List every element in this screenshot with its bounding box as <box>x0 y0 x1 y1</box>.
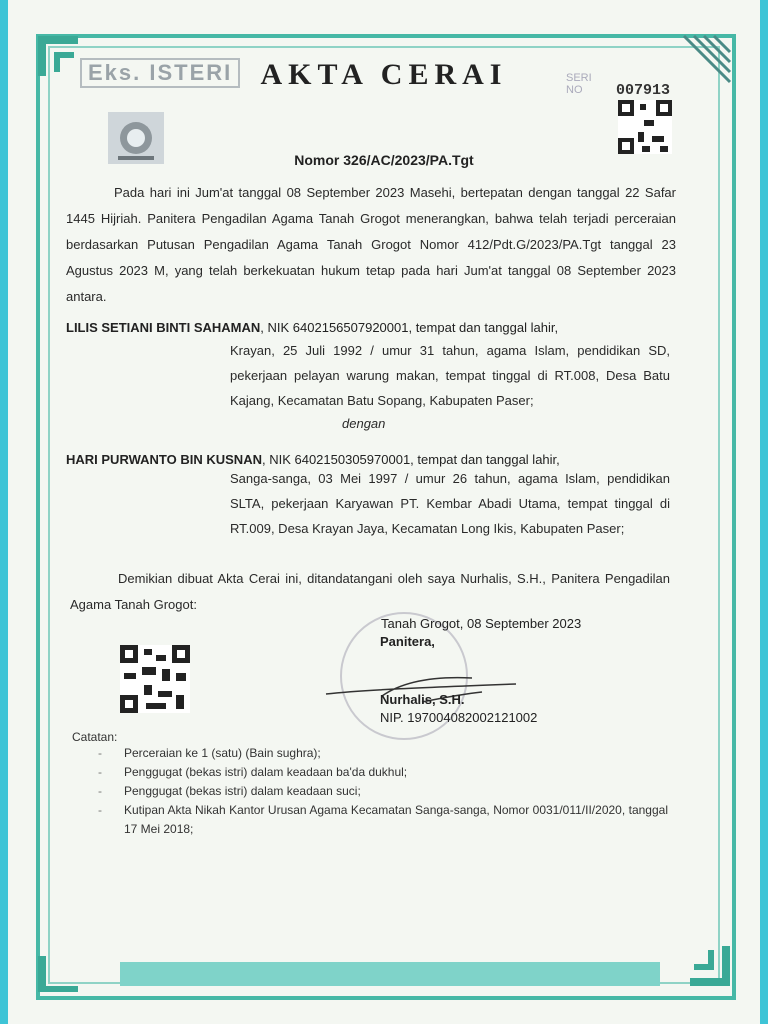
party1-line <box>66 320 558 335</box>
party1-name: LILIS SETIANI BINTI SAHAMAN <box>66 320 261 335</box>
notes-list <box>98 744 668 839</box>
signature-place-date: Tanah Grogot, 08 September 2023 <box>381 616 582 631</box>
qr-code-bottom <box>120 645 190 713</box>
bottom-decorative-band <box>120 962 660 986</box>
isteri-stamp: Eks. ISTERI <box>80 58 240 88</box>
corner-ornament-bottom-right <box>664 920 734 990</box>
note-item: - Kutipan Akta Nikah Kantor Urusan Agama Kecamatan Sanga-sanga, Nomor 0031/011/II/2020, tanggal 17 Mei 2018; <box>98 801 668 839</box>
party1-detail: Krayan, 25 Juli 1992 / umur 31 tahun, agama Islam, pendidikan SD, pekerjaan pelayan warung makan, tempat tinggal di RT.008, Desa Batu Kajang, Kecamatan Batu Sopang, Kabupaten Paser; <box>230 343 670 408</box>
party2-detail: Sanga-sanga, 03 Mei 1997 / umur 26 tahun, agama Islam, pendidikan SLTA, pekerjaan Karyawan PT. Kembar Abadi Utama, tempat tinggal di RT.009, Desa Krayan Jaya, Kecamatan Long Ikis, Kabupaten Paser; <box>230 471 670 536</box>
corner-ornament-bottom-left <box>34 926 104 996</box>
party1-nik: , NIK 6402156507920001, tempat dan tanggal lahir, <box>260 320 559 335</box>
party2-name: HARI PURWANTO BIN KUSNAN <box>66 452 262 467</box>
note-item: - Penggugat (bekas istri) dalam keadaan suci; <box>98 782 668 801</box>
document-title: AKTA CERAI <box>260 58 508 91</box>
notes-label: Catatan: <box>72 730 118 744</box>
document-number: Nomor 326/AC/2023/PA.Tgt <box>294 152 474 168</box>
party2-nik: , NIK 6402150305970001, tempat dan tanggal lahir, <box>261 452 560 467</box>
note-item: - Perceraian ke 1 (satu) (Bain sughra); <box>98 744 668 763</box>
closing-paragraph: Demikian dibuat Akta Cerai ini, ditandatangani oleh saya Nurhalis, S.H., Panitera Pengadilan Agama Tanah Grogot: <box>70 571 670 612</box>
connector-dengan: dengan <box>342 416 386 431</box>
signatory-name: Nurhalis, S.H. <box>380 692 465 707</box>
signature-role: Panitera, <box>380 634 435 649</box>
intro-paragraph: Pada hari ini Jum'at tanggal 08 September 2023 Masehi, bertepatan dengan tanggal 22 Safar 1445 Hijriah. Panitera Pengadilan Agama Tanah Grogot menerangkan, bahwa telah terjadi perceraian berdasarkan Putusan Pengadilan Agama Tanah Grogot Nomor 412/Pdt.G/2023/PA.Tgt tanggal 23 Agustus 2023 M, yang telah berkekuatan hukum tetap pada hari Jum'at tanggal 08 September 2023 antara. <box>66 185 676 304</box>
serial-number: 007913 <box>616 82 671 99</box>
qr-code-top <box>618 100 672 154</box>
note-item: - Penggugat (bekas istri) dalam keadaan ba'da dukhul; <box>98 763 668 782</box>
signatory-nip: NIP. 197004082002121002 <box>380 710 538 725</box>
seri-label: SERI NO <box>566 72 592 96</box>
party2-line <box>66 452 560 467</box>
